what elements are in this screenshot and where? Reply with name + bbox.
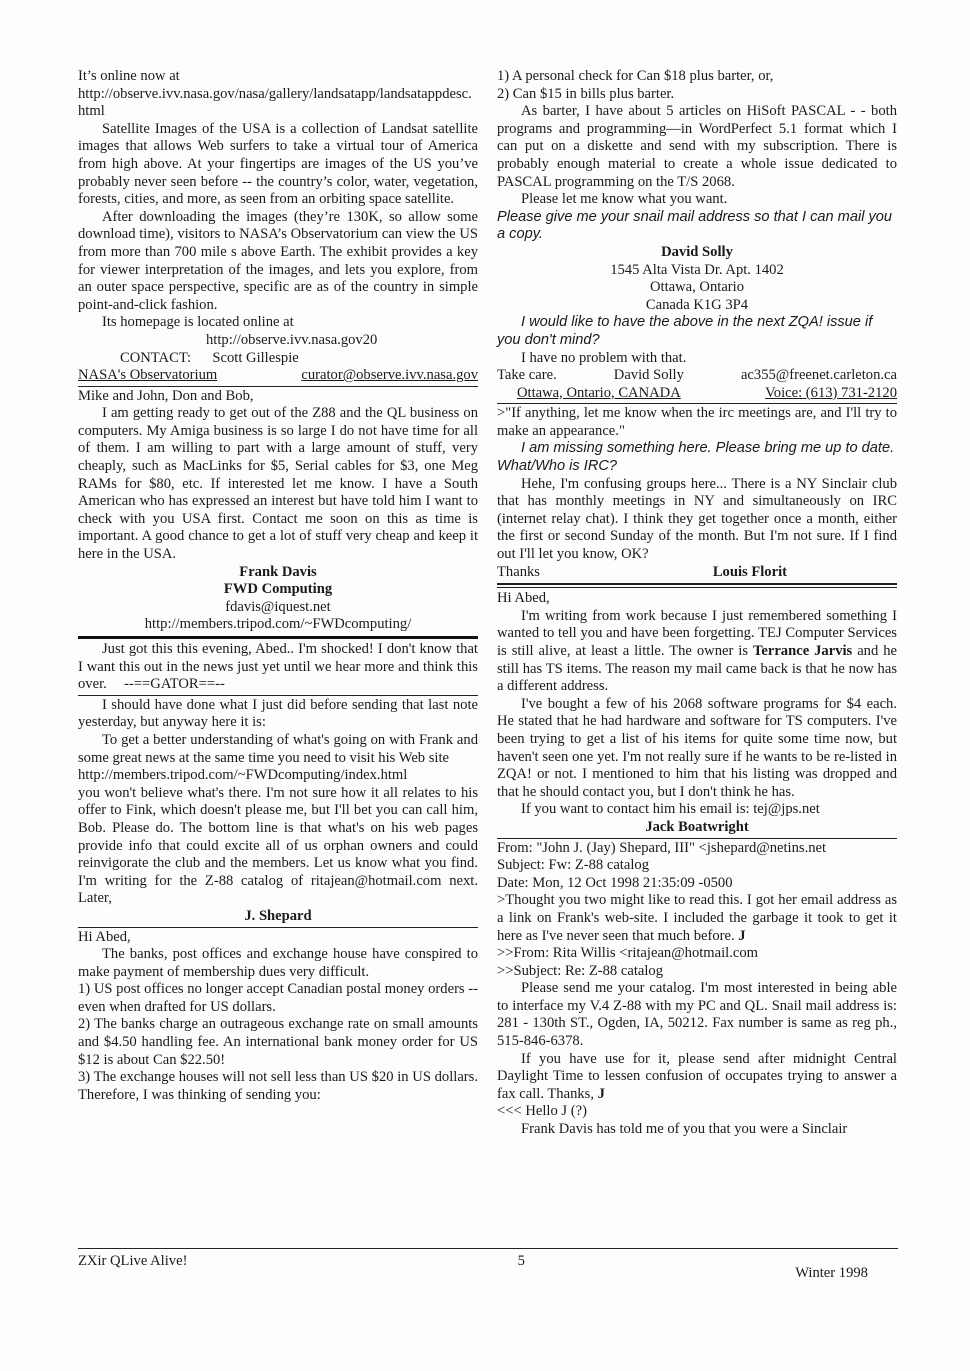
boatwright-greeting: Hi Abed,: [497, 590, 550, 607]
florit-signature: Louis Florit: [712, 563, 787, 580]
fw-subject: >>Subject: Re: Z-88 catalog: [497, 962, 664, 979]
solly-item-1: 1) US post offices no longer accept Canadian postal money orders -- even when drafted for US dollars.: [78, 981, 478, 1015]
landsat-article: [78, 68, 478, 385]
irc-reply: Hehe, I'm confusing groups here... There is a NY Sinclair club that has monthly meetings in NY and simultaneously on IRC (internet relay chat). I think they get together once a month, either the first or second Sunday of the month. But I'm not sure. If I find out I'll let you know, OK?: [497, 475, 897, 563]
irc-signoff: [497, 564, 897, 582]
irc-exchange: [497, 405, 897, 581]
page-footer: [78, 1248, 898, 1281]
landsat-url: http://observe.ivv.nasa.gov/nasa/gallery/landsatapp/landsatappdesc.html: [78, 85, 472, 120]
city-line: [497, 385, 897, 403]
divider: [497, 838, 897, 839]
online-label: It’s online now at: [78, 68, 180, 84]
boatwright-paragraph-2: I've bought a few of his 2068 software programs for $4 each. He stated that he had hardware and software for TS computers. I've been trying to get a list of his items for quite some time now, but haven't seen one yet. I'm not really sure if he wants to be re-listed in ZQA! or not. I mentioned to him that his listing was dropped and that he should contact you, but I don't think he has.: [497, 695, 897, 800]
hello-line: <<< Hello J (?): [497, 1103, 587, 1120]
option-1: 1) A personal check for Can $18 plus barter, or,: [497, 68, 774, 84]
homepage-url: http://observe.ivv.nasa.gov20: [206, 331, 378, 348]
last-line: Frank Davis has told me of you that you were a Sinclair: [521, 1121, 848, 1138]
signature-url: http://members.tripod.com/~FWDcomputing/: [144, 616, 412, 633]
irc-editor-note: I am missing something here. Please bring me up to date. What/Who is IRC?: [497, 440, 895, 475]
editor-question: I would like to have the above in the next ZQA! issue if you don't mind?: [497, 314, 873, 348]
shepard-signature: J. Shepard: [244, 907, 312, 924]
letter-body: I am getting ready to get out of the Z88 and the QL business on computers. My Amiga business is so large I do not have time for all of them. I am willing to part with a large amount of stuff, very cheaply, such as MacLinks for $5, Serial cables for $3, one Meg RAMs for $80, etc. If interested let me know. I have a South American who has expressed an interest but have told him I want to check with you USA first. Contact me soon on this as time is important. A good chance to get a lot of stuff very cheap and keep it here in the USA.: [78, 405, 478, 563]
solly-item-2: 2) The banks charge an outrageous exchange rate on small amounts and $4.50 handling fee. An international bank money order for US $12 is about Can $22.50!: [78, 1016, 478, 1068]
divider-thick: [78, 636, 478, 639]
shepard-paragraph-1: I should have done what I just did before sending that last note yesterday, but anyway here it is:: [78, 696, 478, 731]
address-line-3: Canada K1G 3P4: [645, 296, 749, 313]
org-name: NASA's Observatorium: [78, 367, 218, 384]
boatwright-paragraph-3: If you want to contact him his email is: tej@jps.net: [521, 801, 820, 818]
right-column: [497, 68, 897, 1139]
signature-voice: Voice: (613) 731-2120: [765, 384, 897, 401]
letter-greeting: Mike and John, Don and Bob,: [78, 387, 254, 404]
barter-paragraph: As barter, I have about 5 articles on HiSoft PASCAL - - both programs and programming—in WordPerfect 5.1 format which I can put on a diskette and send with my subscription. There is probably enough material to create a whole issue dedicated to PASCAL programming on the T/S 2068.: [497, 103, 897, 190]
shepard-paragraph-3: you won't believe what's there. I'm not sure how it all relates to his offer to Fink, which doesn't please me, but I'll bet you can call him, Bob. Please do. The bottom line is that what's on his web pages provide info that could excite all of us orphan owners and could reinvigorate the club and the members. Let us know what you find. I'm writing for the Z-88 catalog of ritajean@hotmail.com next. Later,: [78, 784, 478, 907]
paragraph-text: If you have use for it, please send after midnight Central Daylight Time to lessen confusion of occupates trying to answer a fax call. Thanks,: [497, 1050, 897, 1102]
frank-davis-letter: [78, 388, 478, 634]
page-number: 5: [517, 1253, 525, 1269]
signature-email: ac355@freenet.carleton.ca: [740, 367, 897, 384]
email-quote-1: [497, 892, 897, 945]
divider: [78, 927, 478, 928]
fw-from: >>From: Rita Willis <ritajean@hotmail.com: [497, 945, 759, 962]
newsletter-title: ZXir QLive Alive!: [78, 1253, 188, 1269]
take-care-line: [497, 367, 897, 385]
landsat-paragraph-2: After downloading the images (they’re 130K, so allow some download time), visitors to NASA’s Observatorium can view the US from more than 700 mile s above Earth. The exhibit provides a key for viewer interpretation of the images, and lets you explore, from an outer space perspective, specific are as of the country in simple point-and-click fashion.: [78, 208, 478, 313]
boatwright-paragraph-1: [497, 608, 897, 696]
solly-item-3: 3) The exchange houses will not sell less than US $20 in US dollars. Therefore, I was thinking of sending you:: [78, 1069, 478, 1103]
org-email: curator@observe.ivv.nasa.gov: [301, 367, 478, 384]
email-subject: Subject: Fw: Z-88 catalog: [497, 857, 649, 874]
quote-text: >Thought you two might like to read this. I got her email address as a link on Frank's web-site. I included the garbage it took to get it here as I've never seen that much before.: [497, 892, 897, 944]
shepard-paragraph-2: To get a better understanding of what's going on with Frank and some great news at the same time you need to visit his Web site: [78, 731, 478, 766]
shepard-url: http://members.tripod.com/~FWDcomputing/index.html: [78, 767, 408, 784]
irc-quote: >"If anything, let me know when the irc meetings are, and I'll try to make an appearance.": [497, 405, 897, 439]
signature-city: Ottawa, Ontario, CANADA: [517, 384, 681, 401]
forwarded-email: [497, 840, 897, 1139]
landsat-paragraph-1: Satellite Images of the USA is a collection of Landsat satellite images that allows Web surfers to take a virtual tour of America from high above. At your fingertips are images of the US you’ve probably never seen before -- the country’s color, water, vegetation, forests, cities, and more, as seen from an orbiting space satellite.: [78, 120, 478, 208]
solly-letter-part2: [497, 68, 897, 402]
contact-name: Scott Gillespie: [212, 349, 299, 366]
left-column: [78, 68, 478, 1104]
thanks-label: Thanks: [497, 563, 540, 580]
boatwright-signature: Jack Boatwright: [645, 818, 749, 835]
org-line: [78, 367, 478, 385]
email-date: Date: Mon, 12 Oct 1998 21:35:09 -0500: [497, 874, 733, 891]
please-line: Please let me know what you want.: [521, 191, 728, 208]
paragraph-text: I'm writing from work because I just remembered something I wanted to tell you and have been forgetting. TEJ Computer Services is still alive, at least a little. The owner is: [497, 607, 897, 659]
contact-line: [78, 350, 478, 368]
signature-name: David Solly: [613, 367, 684, 384]
solly-name: David Solly: [661, 243, 733, 260]
signature-email: fdavis@iquest.net: [225, 598, 331, 615]
homepage-label: Its homepage is located online at: [102, 314, 294, 331]
divider: [497, 403, 897, 404]
shepard-note: [78, 697, 478, 926]
solly-letter-part1: [78, 929, 478, 1105]
signature-company: FWD Computing: [223, 581, 333, 598]
gator-note: [78, 641, 478, 694]
solly-intro: The banks, post offices and exchange house have conspired to make payment of membership dues very difficult.: [78, 946, 478, 980]
email-from: From: "John J. (Jay) Shepard, III" <jshepard@netins.net: [497, 839, 827, 856]
gator-signature: --==GATOR==--: [124, 676, 225, 693]
no-problem-line: I have no problem with that.: [521, 349, 687, 366]
contact-label: CONTACT:: [120, 349, 192, 366]
paragraph-text: and he still has TS items. The reason my mail came back is that he now has a different address.: [497, 643, 898, 695]
signature-name: Frank Davis: [239, 563, 317, 580]
option-2: 2) Can $15 in bills plus barter.: [497, 85, 675, 102]
footer-rule: [78, 1248, 898, 1249]
paragraph-signature: J: [597, 1085, 605, 1102]
solly-greeting: Hi Abed,: [78, 928, 131, 945]
take-care: Take care.: [497, 367, 557, 384]
gator-body: Just got this this evening, Abed.. I'm shocked! I don't know that I want this out in the news just yet until we hear more and think this over.: [78, 641, 478, 693]
issue-label: Winter 1998: [795, 1265, 868, 1281]
email-paragraph-2: [497, 1051, 897, 1104]
terrance-jarvis-name: Terrance Jarvis: [752, 643, 853, 659]
divider-double: [497, 583, 897, 588]
editor-reply: Please give me your snail mail address so that I can mail you a copy.: [497, 208, 893, 243]
divider: [78, 695, 478, 696]
boatwright-letter: [497, 590, 897, 836]
email-paragraph-1: Please send me your catalog. I'm most interested in being able to interface my V.4 Z-88 with my PC and QL. Snail mail address is: 281 - 130th ST., Ogden, IA, 50212. Fax number is same as reg ph., 515-846-6378.: [497, 980, 897, 1050]
quote-signature: J: [738, 927, 746, 944]
divider: [78, 386, 478, 387]
address-line-1: 1545 Alta Vista Dr. Apt. 1402: [610, 261, 784, 278]
address-line-2: Ottawa, Ontario: [649, 279, 745, 296]
